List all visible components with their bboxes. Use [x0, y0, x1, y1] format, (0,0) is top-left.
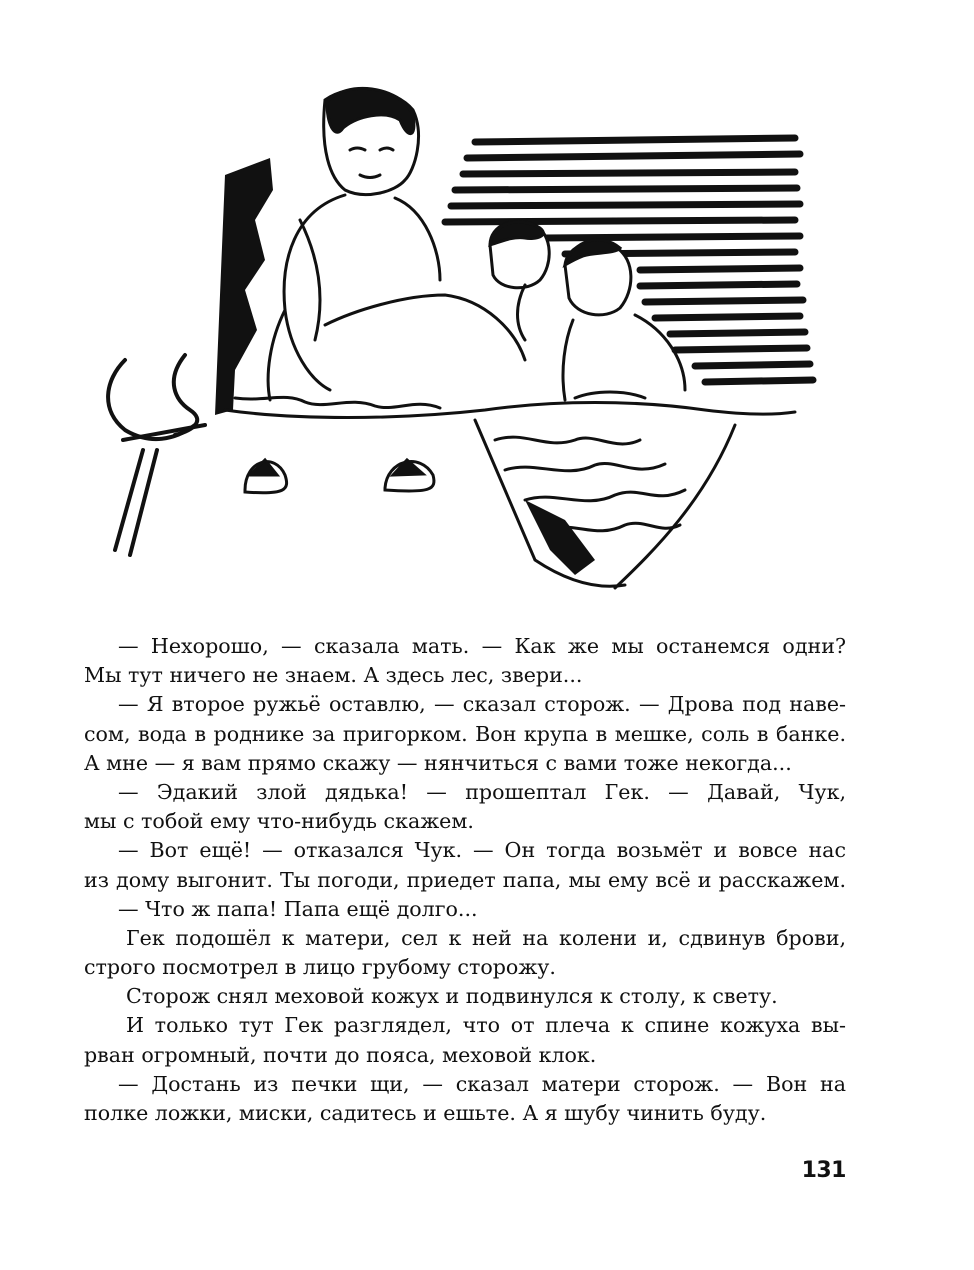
text-line: рван огромный, почти до пояса, меховой клок. [84, 1042, 597, 1067]
illustration-drawing [95, 80, 875, 600]
children-figures [490, 221, 685, 400]
text-line: — Нехорошо, — сказала мать. — Как же мы останемся одни? [118, 634, 846, 658]
text-line: — Я второе ружьё оставлю, — сказал сторож. — Дрова под наве- [118, 692, 846, 717]
text-line: И только тут Гек разглядел, что от плеча к спине кожуха вы- [126, 1013, 846, 1038]
left-wall-shape [215, 158, 273, 415]
text-line: — Эдакий злой дядька! — прошептал Гек. — Давай, Чук, [118, 779, 846, 804]
floor-objects [245, 460, 434, 493]
text-line: мы с тобой ему что-нибудь скажем. [84, 809, 474, 834]
blanket [225, 397, 795, 588]
text-line: сом, вода в роднике за пригорком. Вон крупа в мешке, соль в банке. [84, 721, 846, 746]
text-line: Мы тут ничего не знаем. А здесь лес, звери... [84, 663, 583, 688]
text-line: из дому выгонит. Ты погоди, приедет папа, мы ему всё и расскажем. [84, 867, 846, 892]
mother-figure [268, 88, 525, 400]
page-number: 131 [801, 1158, 846, 1183]
blanket-shadow [525, 500, 595, 575]
text-line: А мне — я вам прямо скажу — нянчиться с вами тоже некогда... [84, 750, 792, 775]
text-line: — Что ж папа! Папа ещё долго... [118, 896, 478, 921]
text-line: Сторож снял меховой кожух и подвинулся к столу, к свету. [126, 984, 778, 1009]
text-line: Гек подошёл к матери, сел к ней на колени и, сдвинув брови, [126, 925, 846, 950]
bow-object [108, 355, 205, 555]
book-illustration [95, 80, 875, 600]
text-line: полке ложки, миски, садитесь и ешьте. А я шубу чинить буду. [84, 1101, 767, 1125]
text-line: строго посмотрел в лицо грубому сторожу. [84, 955, 556, 980]
body-text [84, 632, 846, 1128]
text-line: — Достань из печки щи, — сказал матери сторож. — Вон на [118, 1071, 846, 1096]
text-line: — Вот ещё! — отказался Чук. — Он тогда возьмёт и вовсе нас [118, 838, 846, 863]
